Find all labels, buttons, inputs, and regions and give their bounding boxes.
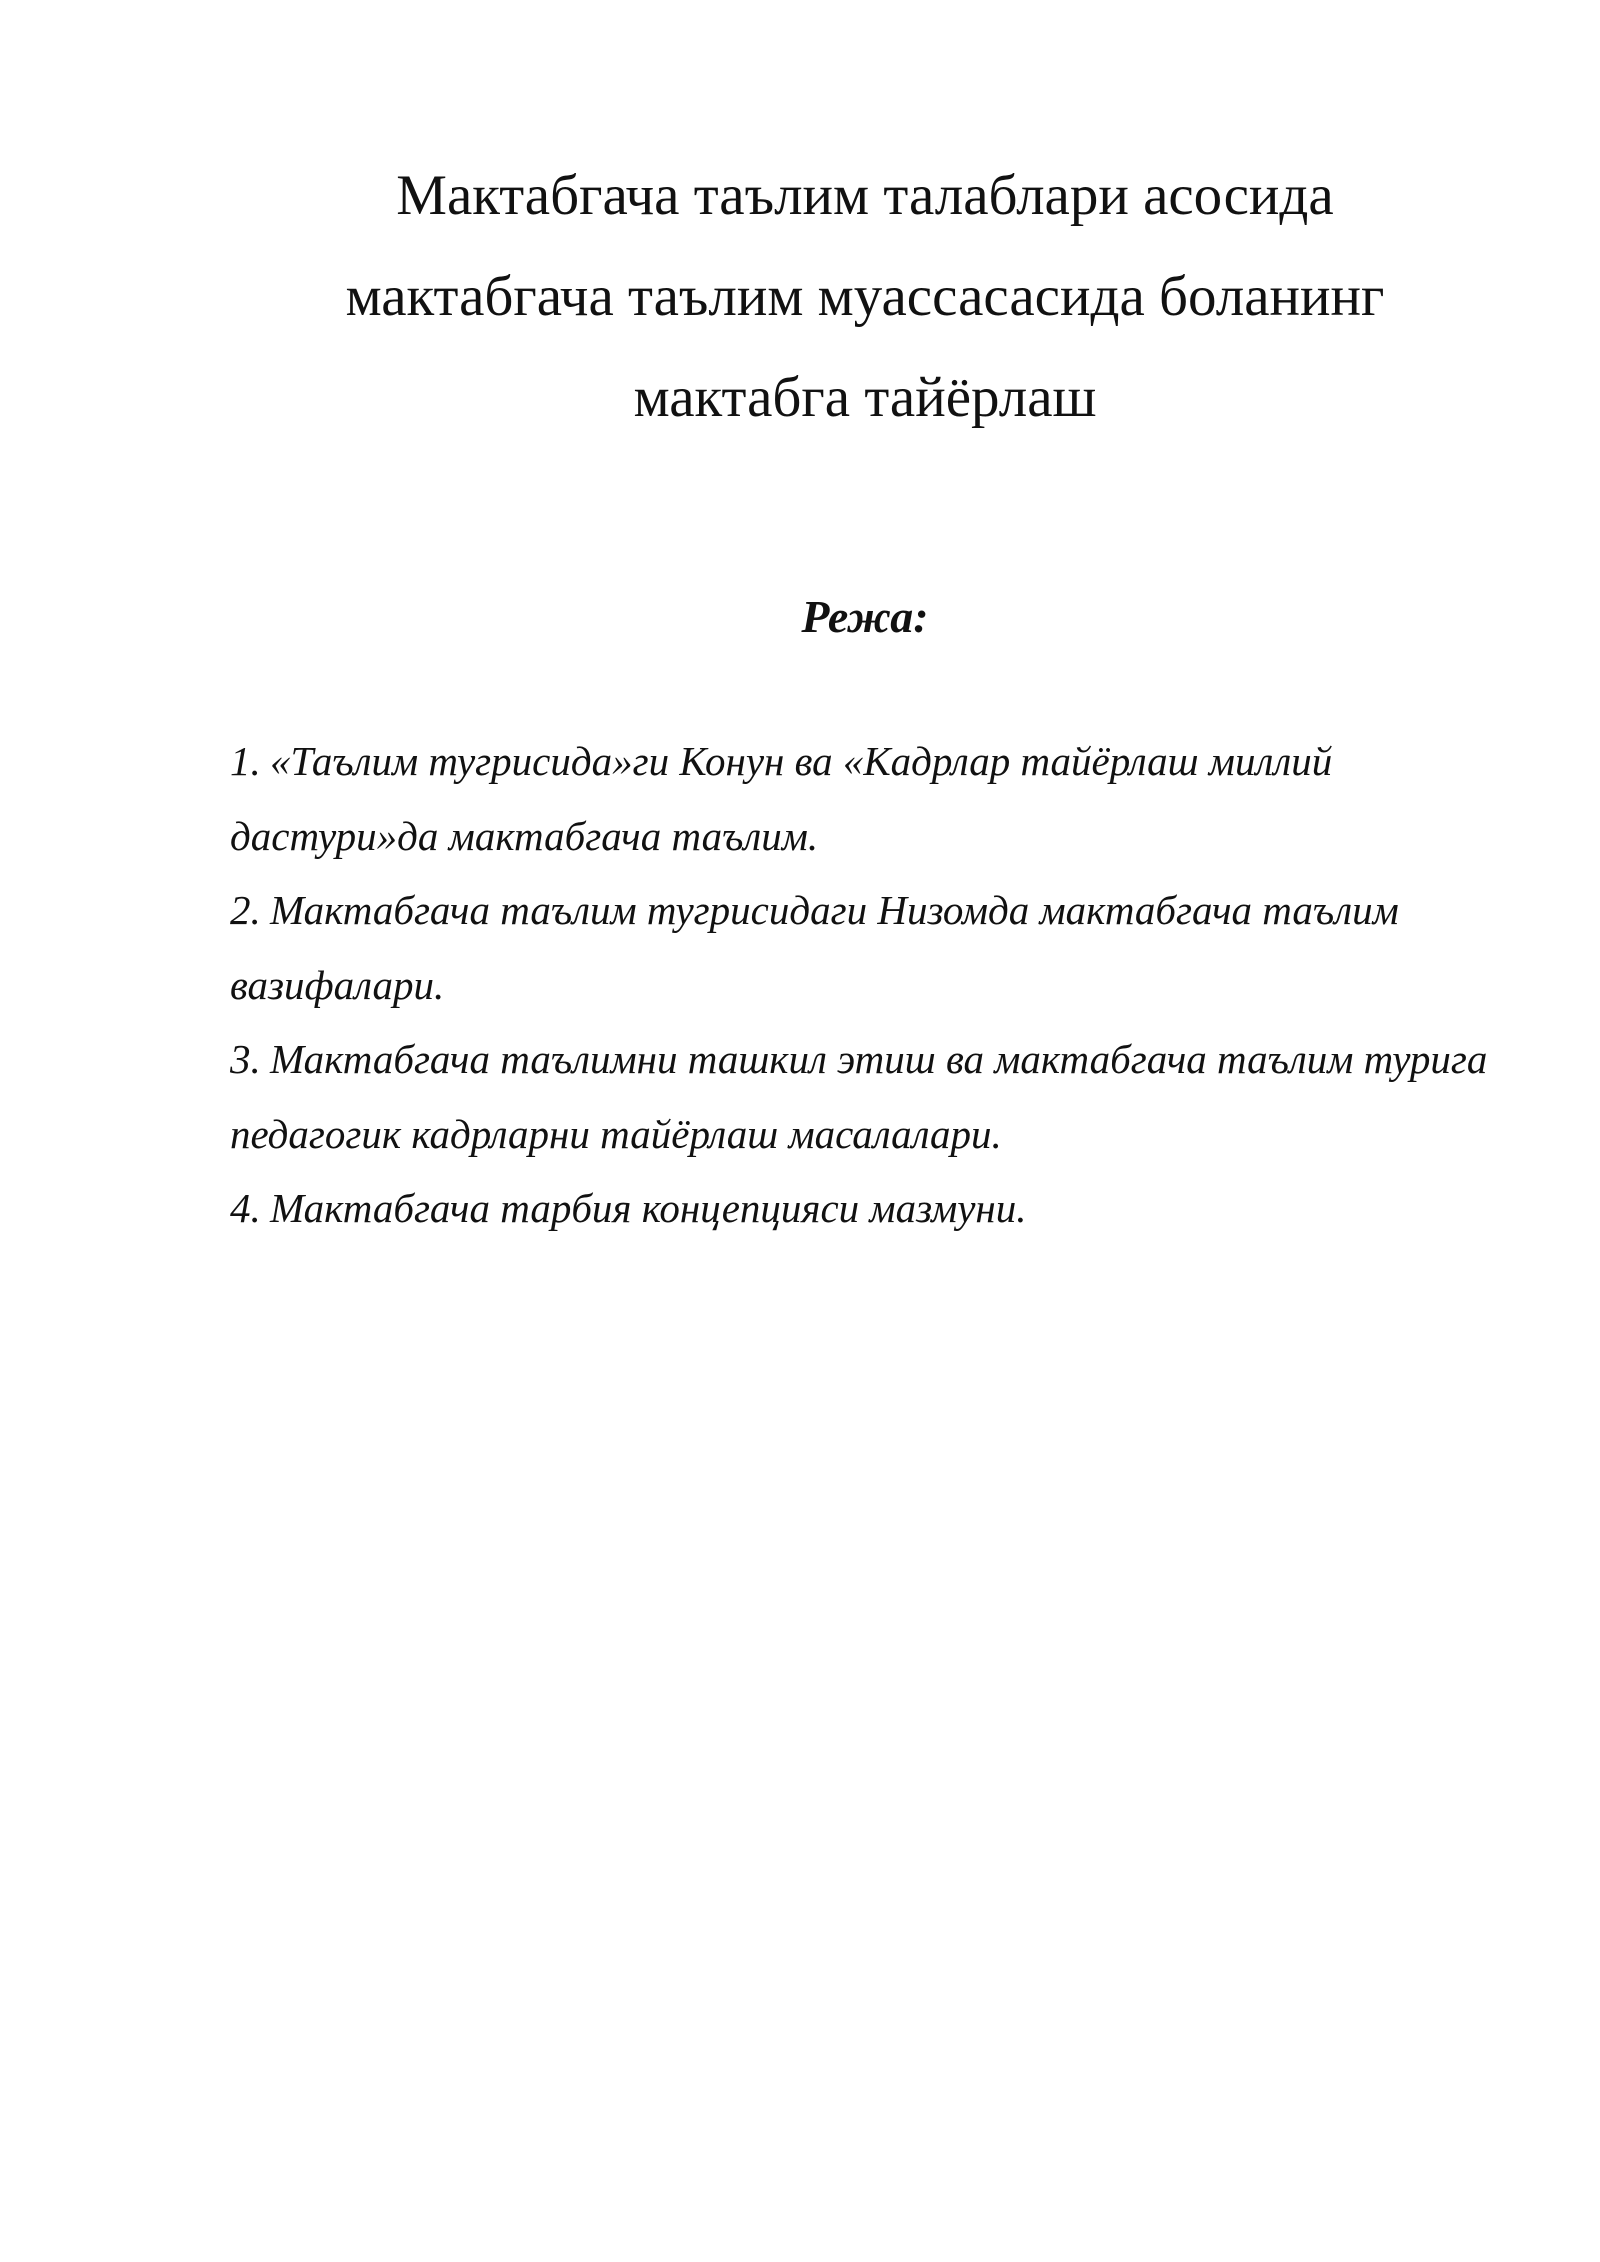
plan-list xyxy=(230,724,1500,1246)
plan-item-text: Мактабгача тарбия концепцияси мазмуни. xyxy=(270,1185,1027,1231)
plan-item-number: 4. xyxy=(230,1185,261,1231)
plan-item-number: 2. xyxy=(230,887,261,933)
plan-heading: Режа: xyxy=(801,591,929,642)
title-line-1: Мактабгача таълим талаблари асосида xyxy=(396,164,1334,227)
title-line-3: мактабга тайёрлаш xyxy=(633,366,1097,429)
plan-item xyxy=(230,1171,1500,1246)
plan-item-text: Мактабгача таълим тугрисидаги Низомда мактабгача таълим вазифалари. xyxy=(230,887,1399,1008)
plan-item-text: «Таълим тугрисида»ги Конун ва «Кадрлар тайёрлаш миллий дастури»да мактабгача таълим. xyxy=(230,738,1333,859)
plan-item-text: Мактабгача таълимни ташкил этиш ва мактабгача таълим турига педагогик кадрларни тайёрлаш масалалари. xyxy=(230,1036,1488,1157)
document-title xyxy=(230,145,1500,448)
plan-item-number: 3. xyxy=(230,1036,261,1082)
plan-item xyxy=(230,873,1500,1022)
plan-item-number: 1. xyxy=(230,738,261,784)
plan-item xyxy=(230,1022,1500,1171)
plan-item xyxy=(230,724,1500,873)
title-line-2: мактабгача таълим муассасасида боланинг xyxy=(345,265,1385,328)
